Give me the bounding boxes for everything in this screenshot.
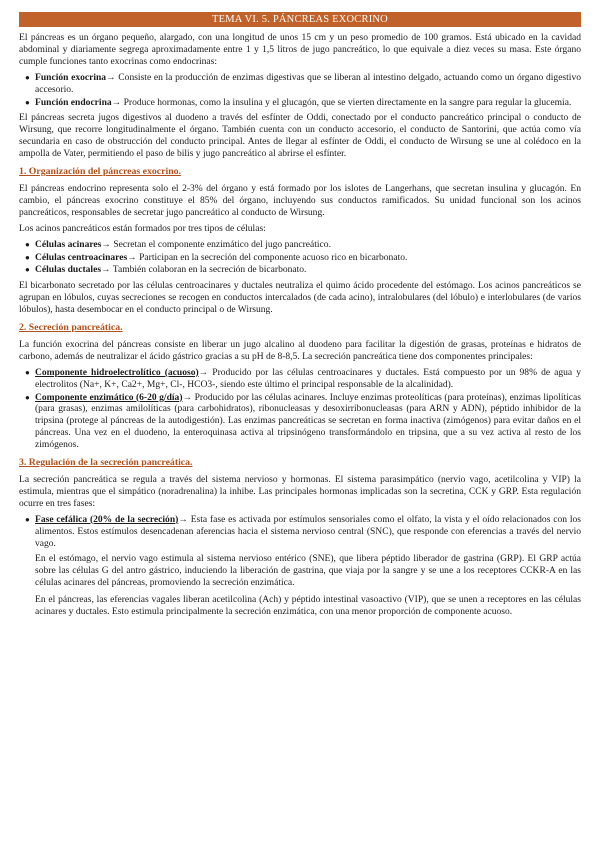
list-item xyxy=(19,97,581,109)
list-term: Componente enzimático (6-20 g/día) xyxy=(35,391,183,403)
bullet-icon: ● xyxy=(25,97,30,107)
pancreas-paragraph: En el páncreas, las eferencias vagales liberan acetilcolina (Ach) y péptido intestinal vasoactivo (VIP), que se unen a receptores en las células acinares y ductales. Esto estimula principalmente la secreción enzimática, con una menor proporción de componente acuoso. xyxy=(35,594,581,618)
list-item xyxy=(19,514,581,550)
list-term: Fase cefálica (20% de la secreción) xyxy=(35,513,179,525)
list-term: Función exocrina xyxy=(35,71,107,83)
sec3-paragraph-1: La secreción pancreática se regula a través del sistema nervioso y hormonas. El sistema parasimpático (nervio vago, acetilcolina y VIP) la estimula, mientras que el simpático (noradrenalina) la inhibe. Las principales hormonas implicadas son la secretina, CCK y GRP. Esta regulación ocurre en tres fases: xyxy=(19,474,581,509)
ducts-paragraph: El páncreas secreta jugos digestivos al duodeno a través del esfínter de Oddi, conectado por el conducto pancreático principal o conducto de Wirsung, que recorre longitudinalmente el órgano. También cuenta con un conducto accesorio, el conducto de Santorini, que actúa como vía secundaria en caso de obstrucción del conducto principal. Antes de llegar al esfínter de Oddi, el conducto de Wirsung se une al colédoco en la ampolla de Vater, permitiendo el paso de bilis y jugo pancreático al abrirse el esfínter. xyxy=(19,112,581,160)
list-item xyxy=(19,252,581,264)
stomach-paragraph: En el estómago, el nervio vago estimula al sistema nervioso entérico (SNE), que libera péptido liberador de gastrina (GRP). El GRP actúa sobre las células G del antro gástrico, induciendo la liberación de gastrina, que viaja por la sangre y se une a los receptores CCKR-A en las células acinares del páncreas, promoviendo la secreción enzimática. xyxy=(35,553,581,589)
section-heading-2: 2. Secreción pancreática. xyxy=(19,322,123,334)
sec1-paragraph-3: El bicarbonato secretado por las células centroacinares y ductales neutraliza el quimo ácido procedente del estómago. Los acinos pancreáticos se agrupan en lóbulos, cuyas secreciones se recogen en conductos intercalados (de cada acino), intralobulares (del lóbulo) e interlobulares (de varios lóbulos), hasta desembocar en el conducto principal o de Wirsung. xyxy=(19,280,581,316)
bullet-icon: ● xyxy=(25,252,30,262)
list-term: Función endocrina xyxy=(35,96,112,108)
section-heading-3: 3. Regulación de la secreción pancreática. xyxy=(19,457,193,469)
list-term: Células centroacinares xyxy=(35,251,128,263)
bullet-icon: ● xyxy=(25,239,30,249)
functions-list xyxy=(19,72,581,109)
arrow-icon: → xyxy=(111,96,122,108)
list-text: También colaboran en la secreción de bicarbonato. xyxy=(110,264,307,276)
arrow-icon: → xyxy=(101,264,111,276)
list-text: Producido por las células centroacinares y ductales. Está compuesto por un 98% de agua y electrolitos (Na+, K+, Ca2+, Mg+, Cl-, HCO3-, siendo este último el principal responsable de la alcalinidad). xyxy=(35,366,581,390)
arrow-icon: → xyxy=(101,238,111,250)
arrow-icon: → xyxy=(178,513,188,525)
list-item xyxy=(19,239,581,251)
sec2-paragraph-1: La función exocrina del páncreas consiste en liberar un jugo alcalino al duodeno para facilitar la digestión de grasas, proteínas e hidratos de carbono, además de neutralizar el ácido gástrico gracias a su pH de 8-8,5. La secreción pancreática tiene dos componentes principales: xyxy=(19,338,581,362)
components-list xyxy=(19,367,581,451)
list-text: Producido por las células acinares. Incluye enzimas proteolíticas (para proteínas), enzimas lipolíticas (para grasas), enzimas amilolíticas (para carbohidratos), ribonucleasas y desoxirribonucleasas (para ARN y ADN), péptido inhibidor de la tripsina (protege al páncreas de la autodigestión). Las enzimas pancreáticas se secretan en forma inactiva (zimógenos) para evitar daños en el páncreas. Una vez en el duodeno, la enteroquinasa activa al tripsinógeno transformándolo en tripsina, que a su vez activa al resto de los zimógenos. xyxy=(35,391,581,451)
list-term: Células ductales xyxy=(35,264,102,276)
section-heading-1: 1. Organización del páncreas exocrino. xyxy=(19,166,181,178)
list-item xyxy=(19,367,581,391)
bullet-icon: ● xyxy=(25,514,30,524)
sec1-paragraph-1: El páncreas endocrino representa solo el 2-3% del órgano y está formado por los islotes de Langerhans, que secretan insulina y glucagón. En cambio, el páncreas exocrino constituye el 85% del órgano, incluyendo sus conductos ramificados. Su unidad funcional son los acinos pancreáticos, responsables de secretar jugo pancreático al conducto de Wirsung. xyxy=(19,182,581,218)
bullet-icon: ● xyxy=(25,72,30,82)
arrow-icon: → xyxy=(198,366,209,378)
arrow-icon: → xyxy=(182,391,193,403)
list-text: Esta fase es activada por estímulos sensoriales como el olfato, la vista y el oído relacionados con los alimentos. Estos estímulos desencadenan aferencias hacia el sistema nervioso central (SNC), que responde con eferencias a través del nervio vago. xyxy=(35,513,581,549)
list-term: Componente hidroelectrolítico (acuoso) xyxy=(35,366,199,378)
list-item xyxy=(19,264,581,276)
intro-paragraph: El páncreas es un órgano pequeño, alargado, con una longitud de unos 15 cm y un peso promedio de 100 gramos. Está ubicado en la cavidad abdominal y diariamente segrega aproximadamente entre 1 y 1,5 litros de jugo pancreático, lo que equivale a diez veces su masa. Este órgano cumple funciones tanto exocrinas como endocrinas: xyxy=(19,32,581,67)
list-text: Participan en la secreción del componente acuoso rico en bicarbonato. xyxy=(136,251,408,263)
cells-list xyxy=(19,239,581,277)
arrow-icon: → xyxy=(106,71,116,83)
bullet-icon: ● xyxy=(25,265,30,275)
arrow-icon: → xyxy=(127,251,137,263)
list-item xyxy=(19,392,581,452)
list-text: Produce hormonas, como la insulina y el glucagón, que se vierten directamente en la sangre para regular la glucemia. xyxy=(121,96,572,108)
list-text: Secretan el componente enzimático del jugo pancreático. xyxy=(110,238,331,250)
list-text: Consiste en la producción de enzimas digestivas que se liberan al intestino delgado, actuando como un órgano digestivo accesorio. xyxy=(35,71,581,95)
sec1-paragraph-2: Los acinos pancreáticos están formados por tres tipos de células: xyxy=(19,222,266,234)
bullet-icon: ● xyxy=(25,392,30,402)
list-term: Células acinares xyxy=(35,238,102,250)
document-title: TEMA VI. 5. PÁNCREAS EXOCRINO xyxy=(19,12,581,27)
bullet-icon: ● xyxy=(25,367,30,377)
list-item xyxy=(19,72,581,96)
phases-list xyxy=(19,514,581,550)
